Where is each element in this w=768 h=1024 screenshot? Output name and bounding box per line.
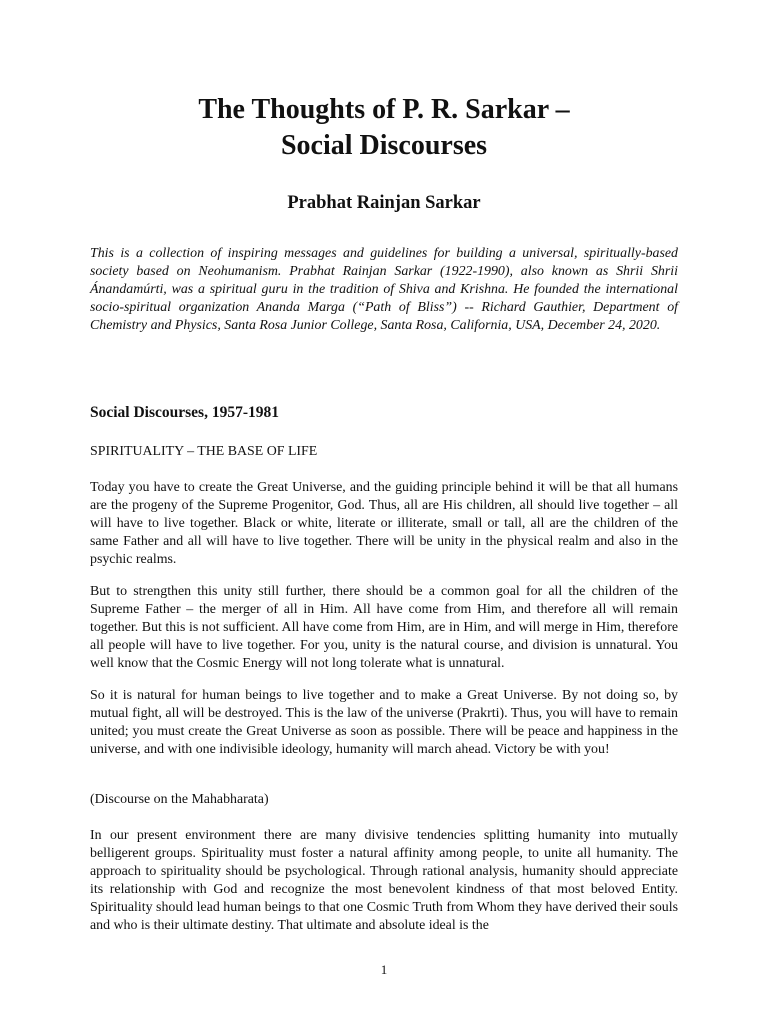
source-note: (Discourse on the Mahabharata): [90, 792, 269, 807]
page-title: [0, 92, 768, 164]
page-number: 1: [380, 962, 388, 977]
paragraph-3: So it is natural for human beings to live together and to make a Great Universe. By not doing so, by mutual fight, all will be destroyed. This is the law of the universe (Prakrti). Thus, you will have to remain united; you must create the Great Universe as soon as possible. There will be peace and happiness in the universe, and with one indivisible ideology, humanity will march ahead. Victory be with you!: [90, 688, 678, 757]
paragraph-5: In our present environment there are many divisive tendencies splitting humanity into mutually belligerent groups. Spirituality must foster a natural affinity among people, to unite all humanity. The approach to spirituality should be psychological. Through rational analysis, humanity should appreciate its relationship with God and recognize the most benevolent kindness of that most beloved Entity. Spirituality should lead human beings to that one Cosmic Truth from Whom they have derived their souls and who is their ultimate destiny. That ultimate and absolute ideal is the: [90, 828, 678, 933]
title-line-1: The Thoughts of P. R. Sarkar –: [198, 94, 570, 125]
subheading: SPIRITUALITY – THE BASE OF LIFE: [90, 444, 318, 459]
paragraph-1: Today you have to create the Great Universe, and the guiding principle behind it will be that all humans are the progeny of the Supreme Progenitor, God. Thus, all are His children, all should live together – all will have to live together. Black or white, literate or illiterate, small or tall, all are the children of the same Father and all will have to live together. There will be unity in the physical realm and also in the psychic realms.: [90, 480, 678, 567]
title-line-2: Social Discourses: [280, 130, 488, 161]
author-name: Prabhat Rainjan Sarkar: [287, 193, 481, 213]
abstract: This is a collection of inspiring messages and guidelines for building a universal, spiritually-based society based on Neohumanism. Prabhat Rainjan Sarkar (1922-1990), also known as Shrii Shrii Ánandamúrti, was a spiritual guru in the tradition of Shiva and Krishna. He founded the international socio-spiritual organization Ananda Marga (“Path of Bliss”) -- Richard Gauthier, Department of Chemistry and Physics, Santa Rosa Junior College, Santa Rosa, California, USA, December 24, 2020.: [90, 246, 678, 333]
section-heading: Social Discourses, 1957-1981: [90, 404, 280, 421]
paragraph-2: But to strengthen this unity still further, there should be a common goal for all the children of the Supreme Father – the merger of all in Him. All have come from Him, and therefore all will remain together. But this is not sufficient. All have come from Him, are in Him, and will merge in Him, therefore all people will have to live together. For you, unity is the natural course, and division is unnatural. You well know that the Cosmic Energy will not long tolerate what is unnatural.: [90, 584, 678, 671]
